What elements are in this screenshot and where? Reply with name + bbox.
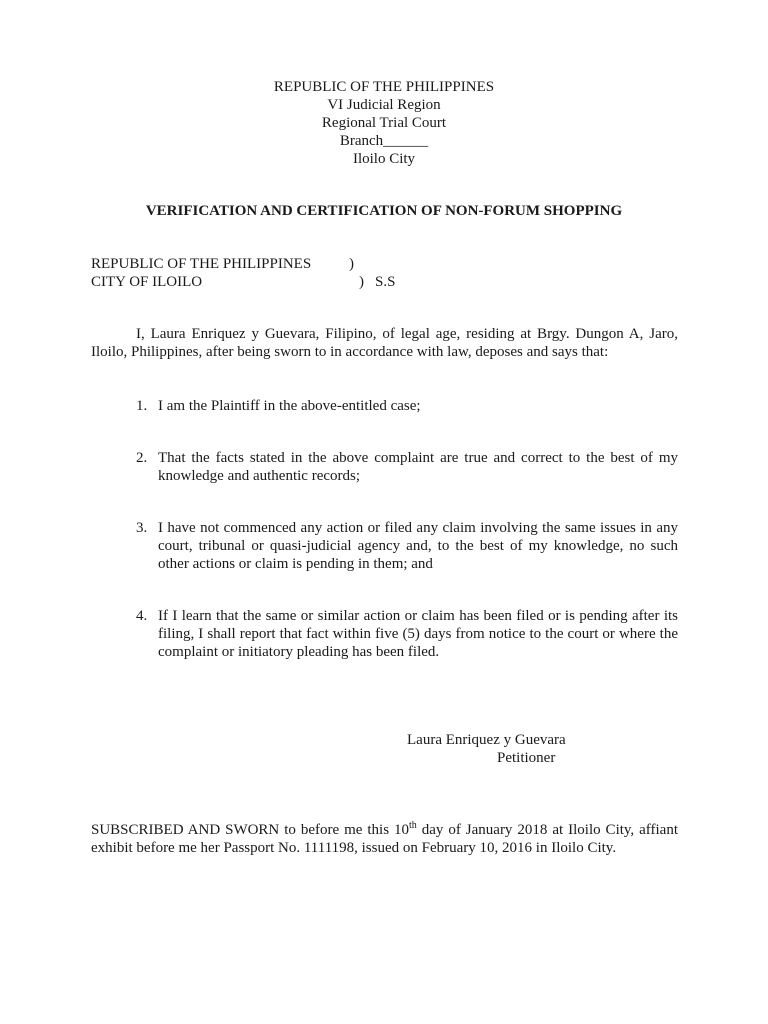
venue-row-city [91, 273, 396, 291]
jurat-text-1: SUBSCRIBED AND SWORN to before me this 10 [91, 822, 409, 838]
list-item-text: If I learn that the same or similar action or claim has been filed or is pending after its filing, I shall report that fact within five (5) days from notice to the court or where the complaint or initiatory pleading has been filed. [158, 608, 678, 660]
signatory-role: Petitioner [497, 750, 556, 766]
list-item-number: 2. [136, 450, 148, 466]
jurat-superscript: th [409, 820, 417, 831]
jurat-paragraph [91, 821, 678, 857]
venue-paren-1: ) [349, 256, 354, 272]
signatory-name: Laura Enriquez y Guevara [407, 732, 566, 748]
venue-country: REPUBLIC OF THE PHILIPPINES [91, 256, 312, 272]
header-city: Iloilo City [352, 151, 416, 167]
jurat-text-2: day of January 2018 at Iloilo City, affiant exhibit before me her Passport No. 1111198, issued on February 10, 2016 in Iloilo City. [91, 822, 678, 856]
header-branch: Branch______ [339, 133, 429, 149]
list-item-text: I am the Plaintiff in the above-entitled case; [158, 398, 421, 414]
list-item [136, 519, 678, 573]
court-header [0, 78, 768, 168]
list-item-number: 4. [136, 608, 148, 624]
venue-ss: S.S [375, 274, 396, 290]
venue-paren-2: ) [359, 274, 364, 290]
list-item [136, 607, 678, 661]
venue-city: CITY OF ILOILO [91, 274, 203, 290]
venue-row-country [91, 255, 354, 273]
list-item [136, 397, 678, 415]
header-court: Regional Trial Court [321, 115, 447, 131]
list-item-number: 3. [136, 520, 148, 536]
list-item-text: I have not commenced any action or filed any claim involving the same issues in any court, tribunal or quasi-judicial agency and, to the best of my knowledge, no such other actions or claim is pending in them; and [158, 520, 678, 572]
venue-block [91, 255, 396, 291]
header-region: VI Judicial Region [327, 97, 441, 113]
intro-paragraph: I, Laura Enriquez y Guevara, Filipino, of legal age, residing at Brgy. Dungon A, Jaro, Iloilo, Philippines, after being sworn to in accordance with law, deposes and says that: [91, 326, 678, 360]
list-item-number: 1. [136, 398, 148, 414]
list-item [136, 449, 678, 485]
list-item-text: That the facts stated in the above complaint are true and correct to the best of my knowledge and authentic records; [158, 450, 678, 484]
document-title: VERIFICATION AND CERTIFICATION OF NON-FORUM SHOPPING [145, 203, 623, 219]
header-republic: REPUBLIC OF THE PHILIPPINES [273, 79, 495, 95]
